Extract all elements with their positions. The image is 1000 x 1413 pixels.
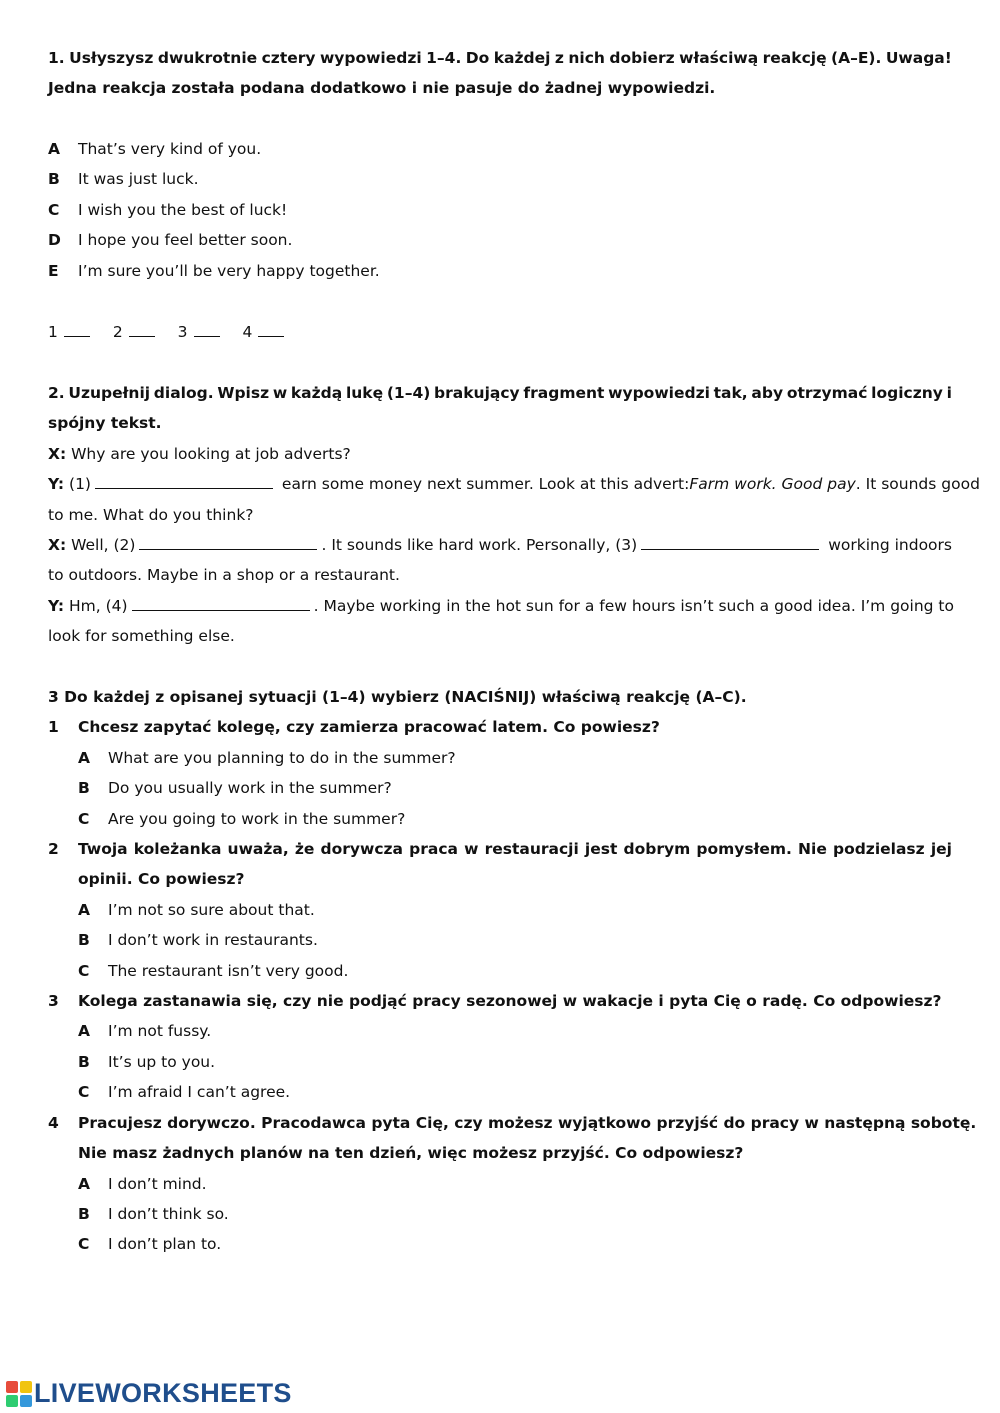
logo-square-yellow <box>20 1381 32 1393</box>
dialog-line-x2: X: Well, (2) . It sounds like hard work. Personally, (3) working indoors <box>48 536 952 555</box>
ex3-question-4-cont: Nie masz żadnych planów na ten dzień, więc możesz przyjść. Co odpowiesz? <box>78 1144 744 1163</box>
q1-option-c[interactable]: C Are you going to work in the summer? <box>78 809 406 828</box>
ex1-options <box>48 134 952 286</box>
dialog-gap-2[interactable] <box>139 535 317 550</box>
dialog-gap-3[interactable] <box>641 535 819 550</box>
answer-blank-3[interactable] <box>194 322 220 337</box>
ex3-question-4: 4 Pracujesz dorywczo. Pracodawca pyta Cię, czy możesz wyjątkowo przyjść do pracy w następną sobotę. <box>48 1113 977 1132</box>
logo-squares-icon <box>6 1381 32 1407</box>
q4-option-b[interactable]: B I don’t think so. <box>78 1204 229 1223</box>
answer-slot-1: 1 <box>48 317 90 347</box>
answer-slot-2: 2 <box>113 317 155 347</box>
logo-square-red <box>6 1381 18 1393</box>
answer-slot-3: 3 <box>178 317 220 347</box>
q1-option-a[interactable]: A What are you planning to do in the summer? <box>78 748 456 767</box>
answer-blank-2[interactable] <box>129 322 155 337</box>
dialog-line-y2: Y: Hm, (4) . Maybe working in the hot sun for a few hours isn’t such a good idea. I’m going to <box>48 596 954 615</box>
logo-text: LIVEWORKSHEETS <box>34 1378 292 1408</box>
dialog-line-y1-cont: to me. What do you think? <box>48 505 254 524</box>
ex1-instruction-line2: Jedna reakcja została podana dodatkowo i nie pasuje do żadnej wypowiedzi. <box>48 79 716 98</box>
ex3-instruction: 3 Do każdej z opisanej sytuacji (1–4) wybierz (NACIŚNIJ) właściwą reakcję (A–C). <box>48 688 747 706</box>
answer-slot-4: 4 <box>242 317 284 347</box>
answer-blank-4[interactable] <box>258 322 284 337</box>
dialog-line-y2-cont: look for something else. <box>48 627 235 646</box>
ex1-option-e: E I’m sure you’ll be very happy together. <box>48 261 380 280</box>
dialog-line-x2-cont: to outdoors. Maybe in a shop or a restaurant. <box>48 566 400 585</box>
ex1-option-a: A That’s very kind of you. <box>48 140 262 158</box>
q2-option-c[interactable]: C The restaurant isn’t very good. <box>78 961 349 980</box>
dialog-gap-4[interactable] <box>132 596 310 611</box>
q3-option-b[interactable]: B It’s up to you. <box>78 1052 216 1071</box>
ex1-option-b: B It was just luck. <box>48 170 199 189</box>
ex3-question-2-cont: opinii. Co powiesz? <box>78 870 245 889</box>
ex2-instruction-line2: spójny tekst. <box>48 414 162 433</box>
q4-option-c[interactable]: C I don’t plan to. <box>78 1235 222 1254</box>
ex2-instruction-line1: 2. Uzupełnij dialog. Wpisz w każdą lukę (1–4) brakujący fragment wypowiedzi tak, aby otrzymać logiczny i <box>48 384 952 402</box>
dialog-gap-1[interactable] <box>95 474 273 489</box>
ex1-option-c: C I wish you the best of luck! <box>48 200 288 219</box>
ex1-instruction-line1: 1. Usłyszysz dwukrotnie cztery wypowiedzi 1–4. Do każdej z nich dobierz właściwą reakcję (A–E). Uwaga! <box>48 49 952 67</box>
exercise-3 <box>48 682 977 1260</box>
dialog-line-x1: X: Why are you looking at job adverts? <box>48 444 351 463</box>
ex1-option-d: D I hope you feel better soon. <box>48 231 293 250</box>
liveworksheets-logo <box>6 1378 292 1409</box>
ex3-question-2: 2 Twoja koleżanka uważa, że dorywcza praca w restauracji jest dobrym pomysłem. Nie podzielasz jej <box>48 840 952 859</box>
exercise-1 <box>48 43 952 104</box>
answer-blank-1[interactable] <box>64 322 90 337</box>
ex3-question-1: 1 Chcesz zapytać kolegę, czy zamierza pracować latem. Co powiesz? <box>48 718 660 737</box>
q3-option-a[interactable]: A I’m not fussy. <box>78 1022 212 1041</box>
logo-square-green <box>6 1395 18 1407</box>
dialog-line-y1: Y: (1) earn some money next summer. Look at this advert: Farm work. Good pay. It sounds good <box>48 475 980 494</box>
ex3-question-3: 3 Kolega zastanawia się, czy nie podjąć pracy sezonowej w wakacje i pyta Cię o radę. Co odpowiesz? <box>48 992 942 1011</box>
ex1-answer-row <box>48 317 302 347</box>
q2-option-b[interactable]: B I don’t work in restaurants. <box>78 931 318 950</box>
q1-option-b[interactable]: B Do you usually work in the summer? <box>78 779 392 798</box>
exercise-2 <box>48 378 980 652</box>
q3-option-c[interactable]: C I’m afraid I can’t agree. <box>78 1083 291 1102</box>
q2-option-a[interactable]: A I’m not so sure about that. <box>78 900 315 919</box>
logo-square-blue <box>20 1395 32 1407</box>
q4-option-a[interactable]: A I don’t mind. <box>78 1174 207 1193</box>
